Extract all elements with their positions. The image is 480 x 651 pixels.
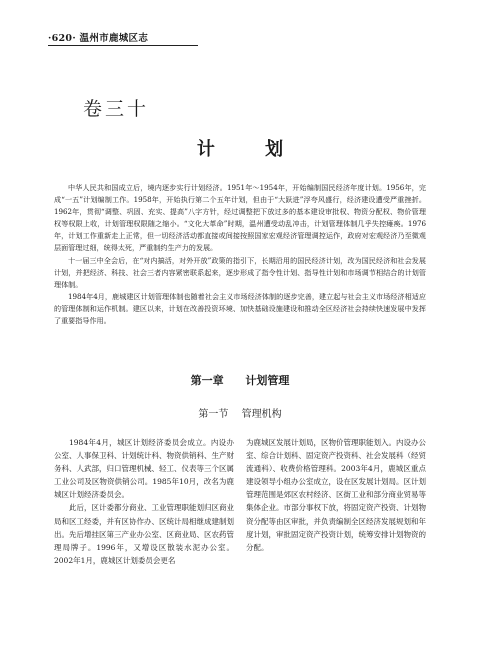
intro-paragraph: 中华人民共和国成立后，境内逐步实行计划经济。1951年～1954年，开始编制国民经济年度计划。1956年，完成“一五”计划编制工作。1958年，开始执行第二个五年计划，但由于“大跃进”浮夸风盛行，经济建设遭受严重挫折。1962年，贯彻“调整、巩固、充实、提高”八字方针，经过调整把下放过多的基本建设审批权、物资分配权、物价管理权等权限上收，计划管理权限随之缩小。“文化大革命”时期，温州遭受动乱冲击，计划管理体制几乎失控瘫痪。1976年，计划工作重新走上正常，但一切经济活动都直接或间接按照国家宏观经济管理调控运作，政府对宏观经济乃至微观层面管理过细，统得太死，严重制约生产力的发展。	[54, 183, 426, 253]
section-heading	[0, 405, 480, 420]
header-rule	[48, 45, 198, 46]
body-paragraph: 1984年4月，城区计划经济委员会成立。内设办公室、人事保卫科、计划统计科、物资供销科、生产财务科、人武部，归口管理机械、轻工、仪表等三个区属工业公司及区物资供销公司。1985年10月，改名为鹿城区计划经济委员会。	[54, 438, 234, 500]
section-number: 第一节	[198, 409, 229, 420]
volume-heading: 卷三十	[83, 98, 150, 120]
chapter-name: 计划管理	[245, 374, 290, 387]
intro-text	[54, 182, 426, 327]
body-paragraph: 此后，区计委都分商业、工业管理职能划归区商业局和区工经委，并有区协作办、区统计局相继成建制划出。先后增挂区第三产业办公室、区商业局、区农药管理局牌子。1996年，又增设区散装水泥办公室。2002年1月，鹿城区计划委员会更名	[54, 503, 234, 565]
body-columns	[54, 436, 426, 567]
left-column	[54, 436, 234, 567]
running-head: ·620· 温州市鹿城区志	[48, 33, 149, 44]
chapter-heading	[0, 372, 480, 388]
chapter-number: 第一章	[190, 374, 224, 387]
page-title: 计 划	[196, 139, 306, 160]
intro-paragraph: 十一届三中全会后，在“对内搞活，对外开放”政策的指引下，长期沿用的国民经济计划，改为国民经济和社会发展计划，并把经济、科技、社会三者内容紧密联系起来，逐步形成了指令性计划、指导性计划和市场调节相结合的计划管理体制。	[54, 255, 426, 289]
body-paragraph: 为鹿城区发展计划局，区物价管理职能划入。内设办公室、综合计划科、固定资产投资科、社会发展科（经贸流通科）、收费价格管理科。2003年4月，鹿城区重点建设领导小组办公室成立，设在区发展计划局。区计划管理范围是郊区农村经济、区街工业和部分商业贸易等集体企业。市部分事权下放，将固定资产投资、计划物资分配等由区审批，并负责编制全区经济发展规划和年度计划，审批固定资产投资计划，统筹安排计划物资的分配。	[246, 438, 426, 552]
section-name: 管理机构	[241, 409, 282, 420]
intro-paragraph: 1984年4月，鹿城建区计划管理体制也随着社会主义市场经济体制的逐步完善，建立起与社会主义市场经济相适应的管理体制和运作机制。建区以来，计划在改善投资环境、加快基础设施建设和推动全区经济社会持续快速发展中发挥了重要指导作用。	[54, 291, 426, 326]
right-column	[246, 436, 426, 567]
